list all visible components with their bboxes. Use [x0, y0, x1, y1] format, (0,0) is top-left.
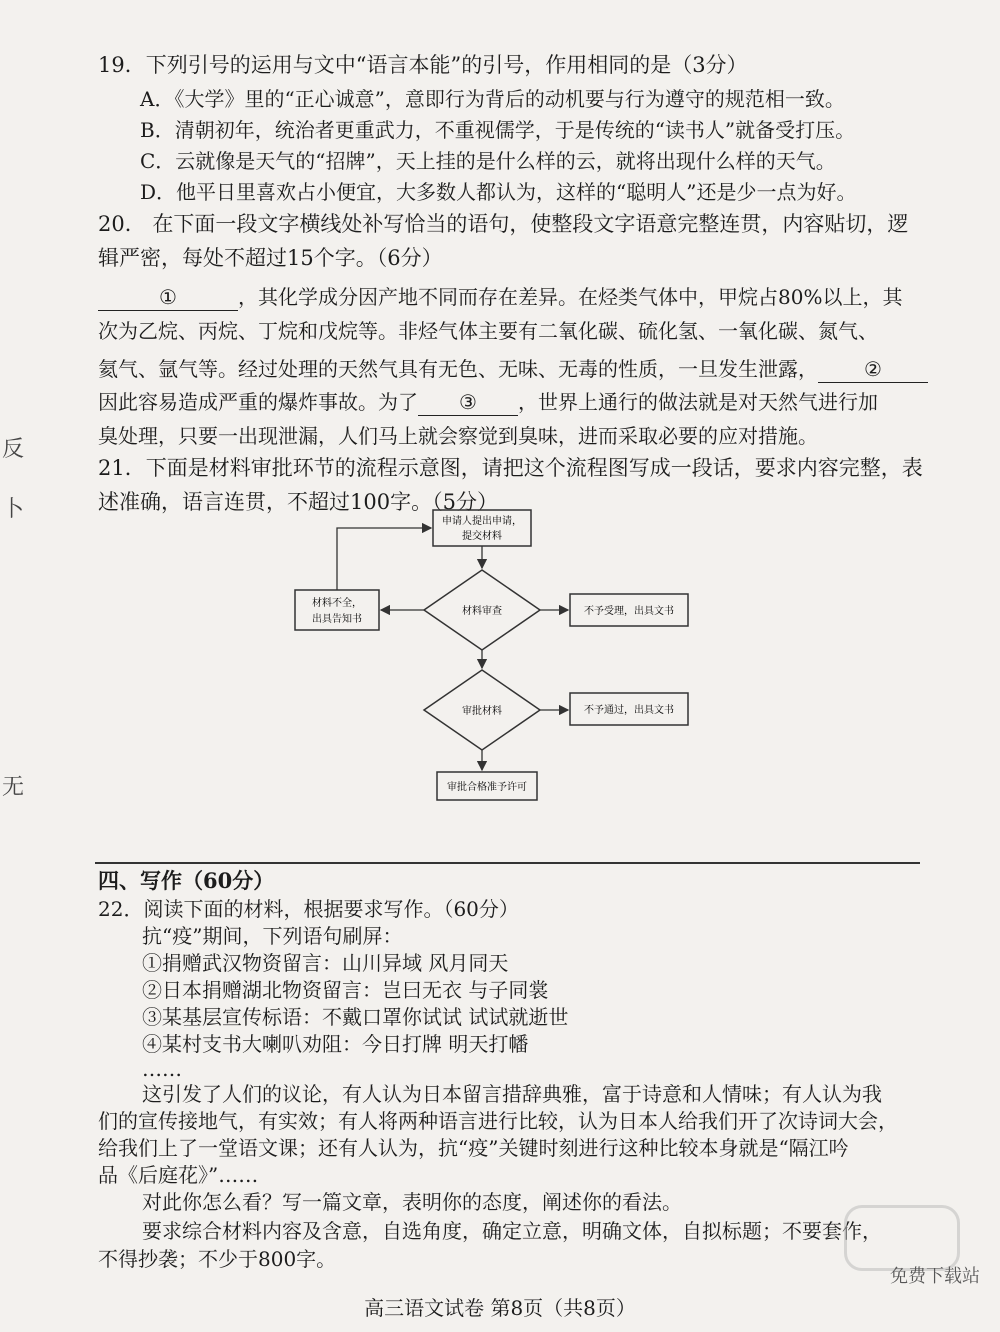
not-pass-text: 不予通过，出具文书	[584, 705, 674, 716]
grant-text: 审批合格准予许可	[447, 782, 527, 793]
q20-para-line5: 臭处理，只要一出现泄漏，人们马上就会察觉到臭味，进而采取必要的应对措施。	[98, 424, 818, 448]
q22-para-4: 品《后庭花》”……	[98, 1163, 259, 1187]
watermark-text: 免费下载站	[890, 1266, 980, 1287]
approval-flowchart	[285, 500, 705, 810]
q20-text: ，世界上通行的做法就是对天然气进行加	[518, 390, 878, 414]
q22-ellipsis: ……	[142, 1057, 182, 1081]
blank-1: ①	[98, 284, 238, 311]
q20-text: ，其化学成分因产地不同而存在差异。在烃类气体中，甲烷占80%以上，其	[238, 285, 903, 309]
q22-req-2: 不得抄袭；不少于800字。	[98, 1247, 337, 1271]
blank-2: ②	[818, 356, 928, 383]
q19-option-c: C．云就像是天气的“招牌”，天上挂的是什么样的云，就将出现什么样的天气。	[140, 149, 836, 173]
edge-fragment: 卜	[2, 497, 25, 522]
q22-para-1: 这引发了人们的议论，有人认为日本留言措辞典雅，富于诗意和人情味；有人认为我	[142, 1082, 882, 1106]
review-text: 材料审查	[462, 606, 502, 617]
incomplete-text-2: 出具告知书	[312, 614, 362, 625]
q19-option-d: D．他平日里喜欢占小便宜，大多数人都认为，这样的“聪明人”还是少一点为好。	[140, 180, 857, 204]
q19-stem: 19．下列引号的运用与文中“语言本能”的引号，作用相同的是（3分）	[98, 53, 748, 77]
section-divider	[95, 862, 920, 864]
q19-option-b: B．清朝初年，统治者更重武力，不重视儒学，于是传统的“读书人”就备受打压。	[140, 118, 856, 142]
page-footer: 高三语文试卷 第8页（共8页）	[364, 1296, 636, 1320]
q20-para-line1	[98, 284, 902, 311]
q20-para-line3	[98, 356, 928, 383]
incomplete-text-1: 材料不全，	[312, 598, 362, 609]
q22-ask: 对此你怎么看？写一篇文章，表明你的态度，阐述你的看法。	[142, 1190, 682, 1214]
q19-option-a: A．《大学》里的“正心诚意”，意即行为背后的动机要与行为遵守的规范相一致。	[140, 87, 845, 111]
q22-item-2: ②日本捐赠湖北物资留言：岂曰无衣 与子同裳	[142, 978, 549, 1002]
q20-text: 氦气、氩气等。经过处理的天然气具有无色、无味、无毒的性质，一旦发生泄露，	[98, 357, 818, 381]
q20-para-line2: 次为乙烷、丙烷、丁烷和戊烷等。非烃气体主要有二氧化碳、硫化氢、一氧化碳、氮气、	[98, 319, 878, 343]
q22-item-3: ③某基层宣传标语：不戴口罩你试试 试试就逝世	[142, 1005, 569, 1029]
q21-stem-line2: 述准确，语言连贯，不超过100字。（5分）	[98, 490, 498, 514]
q20-stem-line2: 辑严密，每处不超过15个字。（6分）	[98, 246, 443, 270]
q22-req-1: 要求综合材料内容及含意，自选角度，确定立意，明确文体，自拟标题；不要套作，	[142, 1219, 882, 1243]
edge-fragment: 反	[2, 437, 25, 462]
section-title: 四、写作（60分）	[98, 868, 275, 893]
edge-fragment: 无	[2, 775, 25, 800]
approve-text: 审批材料	[462, 706, 502, 717]
q22-item-4: ④某村支书大喇叭劝阻：今日打牌 明天打幡	[142, 1032, 529, 1056]
q21-stem-line1: 21．下面是材料审批环节的流程示意图，请把这个流程图写成一段话，要求内容完整，表	[98, 456, 923, 480]
q22-para-3: 给我们上了一堂语文课；还有人认为，抗“疫”关键时刻进行这种比较本身就是“隔江吟	[98, 1136, 849, 1160]
q20-para-line4	[98, 389, 878, 416]
apply-text-2: 提交材料	[462, 531, 502, 542]
q22-stem: 22．阅读下面的材料，根据要求写作。（60分）	[98, 897, 519, 921]
blank-3: ③	[418, 389, 518, 416]
q22-intro: 抗“疫”期间，下列语句刷屏：	[142, 924, 403, 948]
reject-text: 不予受理，出具文书	[584, 606, 674, 617]
q22-para-2: 们的宣传接地气，有实效；有人将两种语言进行比较，认为日本人给我们开了次诗词大会，	[98, 1109, 898, 1133]
arrow	[337, 528, 431, 590]
q22-item-1: ①捐赠武汉物资留言：山川异域 风月同天	[142, 951, 509, 975]
q20-text: 因此容易造成严重的爆炸事故。为了	[98, 390, 418, 414]
q20-stem-line1: 20． 在下面一段文字横线处补写恰当的语句，使整段文字语意完整连贯，内容贴切，逻	[98, 212, 909, 236]
apply-text-1: 申请人提出申请，	[442, 516, 522, 527]
